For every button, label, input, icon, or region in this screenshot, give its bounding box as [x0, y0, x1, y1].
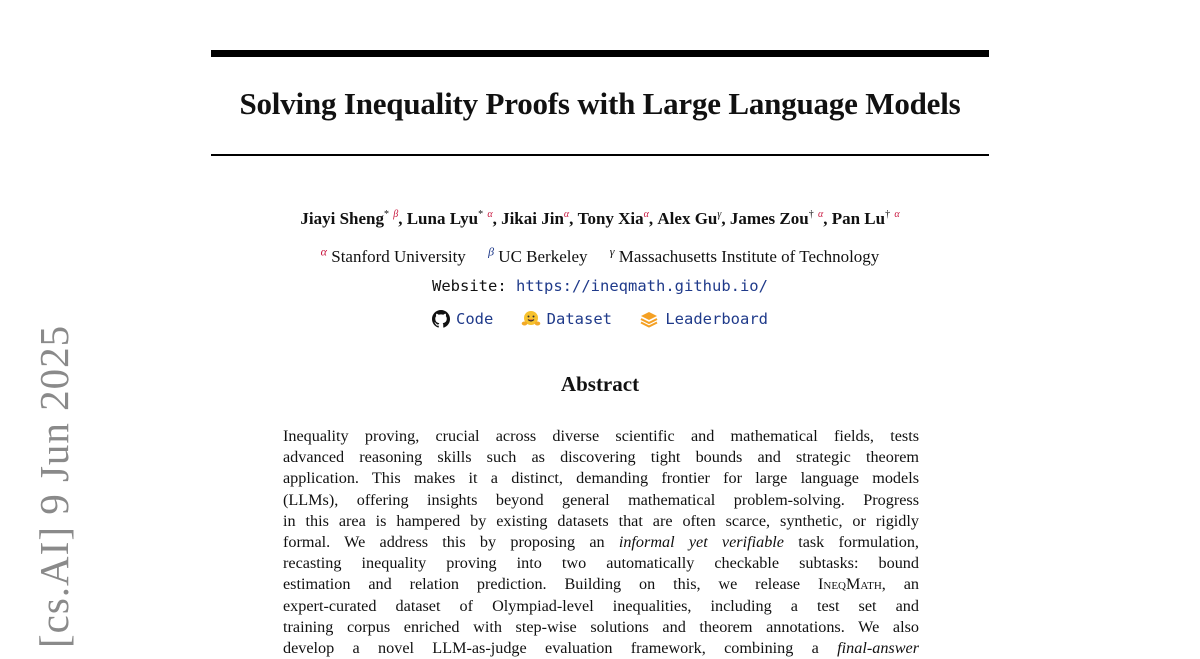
abstract-line: formal. We address this by proposing an informal yet verifiable task formulation,	[283, 532, 919, 551]
affiliation: $^\beta$ UC Berkeley	[488, 244, 588, 266]
abstract-line: develop a novel LLM-as-judge evaluation framework, combining a final-answer	[283, 638, 919, 657]
website-line	[0, 277, 1200, 295]
abstract-line: expert-curated dataset of Olympiad-level inequalities, including a test set and	[283, 596, 919, 615]
abstract-line: estimation and relation prediction. Building on this, we release IneqMath, an	[283, 575, 919, 594]
author: Pan Lu† $^\alpha$	[831, 209, 900, 228]
code-link-label: Code	[456, 310, 494, 328]
author: Jiayi Sheng* $^\beta$	[300, 209, 399, 228]
resource-links	[0, 310, 1200, 332]
author: Alex Gu$^\gamma$	[657, 209, 722, 228]
website-label: Website:	[432, 277, 507, 295]
hugging-face-icon	[521, 310, 541, 328]
affiliation: $^\gamma$ Massachusetts Institute of Technology	[609, 244, 880, 266]
author: James Zou† $^\alpha$	[729, 209, 824, 228]
abstract-line: recasting inequality proving into two automatically checkable subtasks: bound	[283, 554, 919, 573]
arxiv-stamp: [cs.AI] 9 Jun 2025	[31, 324, 77, 648]
author: Luna Lyu* $^\alpha$	[406, 209, 493, 228]
abstract-heading: Abstract	[560, 372, 640, 396]
abstract-body	[283, 426, 919, 659]
affiliation-list	[0, 244, 1200, 267]
dataset-link-label: Dataset	[546, 310, 612, 328]
stack-layers-icon	[639, 310, 659, 328]
abstract-line: advanced reasoning skills such as discovering tight bounds and strategic theorem	[283, 448, 919, 467]
dataset-link[interactable]	[521, 310, 612, 328]
title-rule-top	[211, 50, 989, 57]
github-icon	[432, 310, 450, 328]
code-link[interactable]	[432, 310, 493, 328]
website-link[interactable]: https://ineqmath.github.io/	[516, 277, 768, 295]
author: Jikai Jin$^\alpha$	[501, 209, 570, 228]
title-rule-bottom	[211, 154, 989, 156]
paper-title: Solving Inequality Proofs with Large Language Models	[239, 86, 961, 121]
abstract-line: in this area is hampered by existing datasets that are often scarce, synthetic, or rigidly	[283, 511, 919, 530]
abstract-line: (LLMs), offering insights beyond general mathematical problem-solving. Progress	[283, 490, 919, 509]
author: Tony Xia$^\alpha$	[577, 209, 649, 228]
leaderboard-link[interactable]	[639, 310, 768, 328]
leaderboard-link-label: Leaderboard	[665, 310, 768, 328]
author-list: Jiayi Sheng* $^\beta$, Luna Lyu* $^\alpha$, Jikai Jin$^\alpha$, Tony Xia$^\alpha$, Alex Gu$^\gamma$, James Zou† $^\alpha$, Pan Lu† $^\alpha$	[300, 209, 900, 228]
abstract-line: Inequality proving, crucial across diverse scientific and mathematical fields, tests	[283, 427, 919, 445]
abstract-line: application. This makes it a distinct, demanding frontier for large language models	[283, 469, 919, 488]
abstract-line: training corpus enriched with step-wise solutions and theorem annotations. We also	[283, 617, 919, 636]
affiliation: $^\alpha$ Stanford University	[320, 244, 466, 266]
